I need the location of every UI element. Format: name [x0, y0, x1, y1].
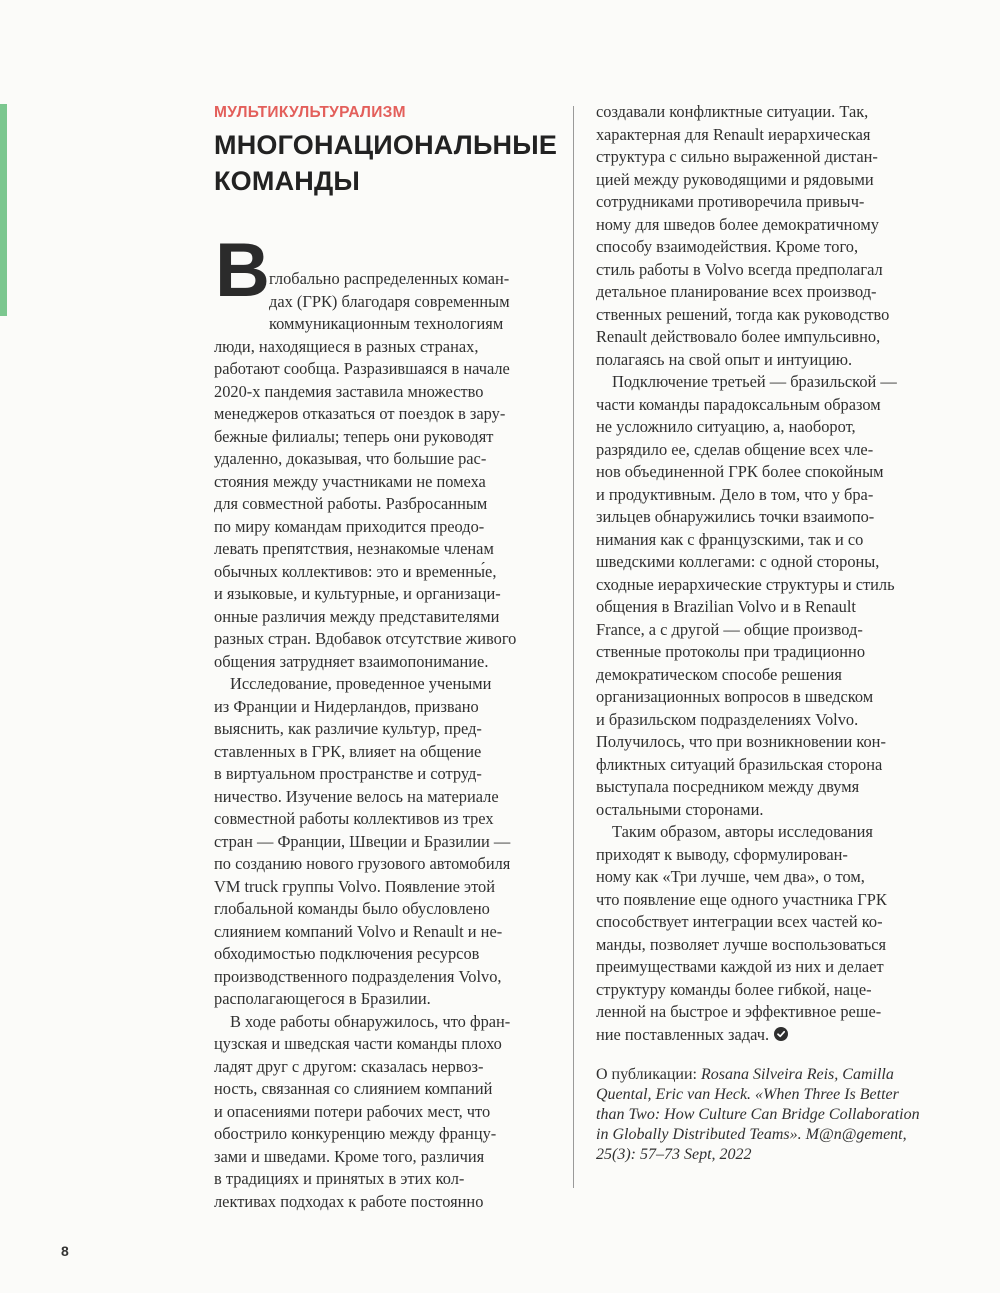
text-line	[596, 529, 946, 552]
text-line	[596, 596, 946, 619]
text-line-content: France, а с другой — общие производ-	[596, 619, 863, 639]
text-line	[214, 606, 564, 629]
text-line-content: бежные филиалы; теперь они руководят	[214, 426, 494, 446]
text-line-content: ственные протоколы при традиционно	[596, 642, 866, 661]
text-line	[596, 259, 946, 282]
text-line	[214, 493, 564, 516]
text-line	[596, 934, 946, 957]
text-line	[596, 821, 946, 844]
headline-line: МНОГОНАЦИОНАЛЬНЫЕ	[214, 130, 558, 160]
text-line	[214, 538, 564, 561]
text-line-content: ленной на быстрое и эффективное реше-	[596, 1002, 882, 1021]
text-line	[214, 291, 564, 314]
text-line	[214, 583, 564, 606]
text-line-content: слиянием компаний Volvo и Renault и не-	[214, 921, 503, 941]
text-line	[214, 921, 564, 944]
text-line-content: нимания как с французскими, так и со	[596, 529, 864, 549]
text-line-content: разрядило ее, сделав общение всех чле-	[596, 439, 874, 459]
text-line-content: Исследование, проведенное учеными	[230, 674, 492, 693]
text-line-content: обострило конкуренцию между францу-	[214, 1124, 497, 1143]
text-line	[596, 574, 946, 597]
publication-citation	[596, 1065, 946, 1165]
text-line-content: и языковые, и культурные, и организаци-	[214, 584, 501, 603]
text-line-content: глобальной команды было обусловлено	[214, 899, 490, 918]
text-line	[596, 236, 946, 259]
text-line-content: зами и шведами. Кроме того, различия	[214, 1146, 485, 1166]
text-line	[214, 898, 564, 921]
text-line-content: ному как «Три лучше, чем два», о том,	[596, 867, 865, 886]
text-line-content: цузская и шведская части команды плохо	[214, 1034, 502, 1053]
citation-line	[596, 1085, 946, 1105]
text-line	[214, 426, 564, 449]
text-line-content: располагающегося в Бразилии.	[214, 989, 431, 1008]
text-line-content: по созданию нового грузового автомобиля	[214, 854, 511, 873]
text-line	[214, 786, 564, 809]
text-line	[214, 516, 564, 539]
text-line	[596, 394, 946, 417]
text-line-content: стиль работы в Volvo всегда предполагал	[596, 259, 883, 279]
text-line	[596, 1001, 946, 1024]
text-line	[596, 686, 946, 709]
text-line-content: совместной работы коллективов из трех	[214, 809, 494, 828]
text-line	[214, 831, 564, 854]
text-line-content: стояния между участниками не помеха	[214, 471, 486, 491]
text-line	[214, 696, 564, 719]
text-line-content: В ходе работы обнаружилось, что фран-	[230, 1011, 511, 1031]
text-line	[214, 853, 564, 876]
text-line-content: из Франции и Нидерландов, призвано	[214, 696, 479, 716]
text-line-content: и продуктивным. Дело в том, что у бра-	[596, 484, 874, 504]
text-line-content: детальное планирование всех производ-	[596, 282, 877, 301]
text-line-content: нов объединенной ГРК более спокойным	[596, 462, 884, 481]
text-line-content: приходят к выводу, сформулирован-	[596, 844, 848, 864]
text-line	[596, 101, 946, 124]
text-line	[596, 799, 946, 822]
text-line-content: и опасениями потери рабочих мест, что	[214, 1101, 491, 1121]
text-line-content: сходные иерархические структуры и стиль	[596, 574, 895, 594]
text-line-content: ному для шведов более демократичному	[596, 214, 879, 234]
text-line-content: ственных решений, тогда как руководство	[596, 304, 890, 324]
text-line-content: разных стран. Вдобавок отсутствие живого	[214, 629, 517, 648]
text-line-content: зильцев обнаружились точки взаимопо-	[596, 507, 875, 526]
text-line-content: ничество. Изучение велось на материале	[214, 786, 499, 806]
text-line-content: дах (ГРК) благодаря современным	[269, 291, 510, 311]
text-line-content: полагаясь на свой опыт и интуицию.	[596, 349, 853, 369]
text-line-content: Подключение третьей — бразильской —	[612, 372, 897, 391]
citation-line	[596, 1105, 946, 1125]
text-line-content: общения в Brazilian Volvo и в Renault	[596, 597, 856, 616]
text-line	[596, 281, 946, 304]
text-line	[214, 1078, 564, 1101]
left-column-body	[214, 268, 564, 1213]
text-line	[596, 979, 946, 1002]
text-line	[596, 461, 946, 484]
text-line-content: шведскими коллегами: с одной стороны,	[596, 552, 880, 571]
text-line	[596, 371, 946, 394]
text-line	[214, 943, 564, 966]
text-line-content: организационных вопросов в шведском	[596, 687, 874, 706]
text-line	[596, 146, 946, 169]
text-line-content: и бразильском подразделениях Volvo.	[596, 709, 859, 729]
text-line	[214, 313, 564, 336]
text-line	[596, 911, 946, 934]
text-line	[214, 651, 564, 674]
text-line	[214, 1168, 564, 1191]
text-line-content: способствует интеграции всех частей ко-	[596, 912, 883, 931]
text-line-content: в традициях и принятых в этих кол-	[214, 1169, 465, 1188]
column-divider	[573, 106, 574, 1188]
text-line-content: общения затрудняет взаимопонимание.	[214, 651, 489, 671]
page-number: 8	[61, 1243, 69, 1259]
text-line	[214, 1033, 564, 1056]
text-line	[214, 718, 564, 741]
text-line-content: левать препятствия, незнакомые членам	[214, 539, 494, 558]
text-line-content: коммуникационным технологиям	[269, 314, 504, 333]
text-line-content: ность, связанная со слиянием компаний	[214, 1079, 493, 1098]
text-line-content: ставленных в ГРК, влияет на общение	[214, 741, 482, 761]
text-line-content: по миру командам приходится преодо-	[214, 516, 485, 536]
text-line-content: стран — Франции, Швеции и Бразилии —	[214, 831, 511, 851]
text-line-content: цией между руководящими и рядовыми	[596, 169, 874, 189]
text-line	[214, 1123, 564, 1146]
text-line	[596, 889, 946, 912]
citation-label: О публикации:	[596, 1066, 701, 1083]
text-line-content: не усложнило ситуацию, а, наоборот,	[596, 417, 856, 436]
text-line	[596, 506, 946, 529]
text-line	[214, 561, 564, 584]
text-line	[596, 776, 946, 799]
text-line-content: ние поставленных задач.	[596, 1024, 770, 1044]
text-line	[596, 619, 946, 642]
text-line-content: в виртуальном пространстве и сотруд-	[214, 764, 482, 783]
text-line	[214, 988, 564, 1011]
citation-text: Quental, Eric van Heck. «When Three Is Better	[596, 1086, 899, 1103]
text-line-content: остальными сторонами.	[596, 799, 764, 819]
citation-text: in Globally Distributed Teams». M@n@gement,	[596, 1126, 907, 1143]
text-line	[596, 191, 946, 214]
text-line	[596, 754, 946, 777]
text-line	[596, 169, 946, 192]
text-line-content: для совместной работы. Разбросанным	[214, 494, 488, 513]
citation-line	[596, 1145, 946, 1165]
text-line	[596, 304, 946, 327]
text-line-content: лективах подходах к работе постоянно	[214, 1191, 484, 1211]
text-line-content: Получилось, что при возникновении кон-	[596, 732, 886, 751]
text-line-content: выяснить, как различие культур, пред-	[214, 719, 482, 738]
text-line	[596, 551, 946, 574]
text-line-content: выступала посредником между двумя	[596, 777, 860, 796]
text-line	[214, 1191, 564, 1214]
text-line	[214, 448, 564, 471]
text-line	[214, 966, 564, 989]
text-line	[596, 439, 946, 462]
text-line	[596, 214, 946, 237]
text-line	[214, 876, 564, 899]
text-line	[214, 1101, 564, 1124]
text-line	[596, 731, 946, 754]
text-line-content: работают сообща. Разразившаяся в начале	[214, 359, 510, 378]
right-column-body	[596, 101, 946, 1046]
text-line	[596, 844, 946, 867]
text-line-content: Renault действовало более импульсивно,	[596, 327, 881, 346]
text-line-content: характерная для Renault иерархическая	[596, 124, 871, 144]
text-line	[214, 673, 564, 696]
text-line	[214, 1011, 564, 1034]
text-line-content: VM truck группы Volvo. Появление этой	[214, 876, 495, 896]
text-line-content: структуру команды более гибкой, наце-	[596, 979, 872, 999]
text-line	[214, 268, 564, 291]
text-line-content: манды, позволяет лучше воспользоваться	[596, 934, 887, 954]
text-line	[596, 956, 946, 979]
text-line	[596, 1024, 946, 1047]
text-line	[214, 1146, 564, 1169]
text-line-content: сотрудниками противоречила привыч-	[596, 192, 865, 211]
text-line	[214, 381, 564, 404]
text-line	[596, 484, 946, 507]
text-line	[214, 471, 564, 494]
citation-line	[596, 1065, 946, 1085]
text-line-content: фликтных ситуаций бразильская сторона	[596, 754, 883, 774]
section-color-bar	[0, 104, 7, 316]
text-line	[214, 741, 564, 764]
article-headline	[214, 127, 564, 211]
text-line	[214, 403, 564, 426]
text-line-content: способу взаимодействия. Кроме того,	[596, 237, 859, 256]
citation-text: 25(3): 57–73 Sept, 2022	[596, 1146, 752, 1163]
text-line-content: удаленно, доказывая, что большие рас-	[214, 449, 487, 468]
citation-line	[596, 1125, 946, 1145]
text-line-content: ладят друг с другом: сказалась нервоз-	[214, 1056, 484, 1076]
text-line-content: онные различия между представителями	[214, 606, 500, 626]
text-line-content: обычных коллективов: это и временны́е,	[214, 561, 497, 581]
text-line-content: структура с сильно выраженной дистан-	[596, 147, 878, 166]
text-line	[596, 416, 946, 439]
text-line-content: преимуществами каждой из них и делает	[596, 957, 884, 976]
right-column	[596, 101, 946, 1165]
text-line-content: создавали конфликтные ситуации. Так,	[596, 102, 869, 121]
text-line	[596, 326, 946, 349]
text-line	[596, 124, 946, 147]
text-line-content: глобально распределенных коман-	[269, 269, 510, 288]
text-line-content: части команды парадоксальным образом	[596, 394, 881, 414]
text-line-content: 2020-х пандемия заставила множество	[214, 381, 484, 401]
text-line-content: демократическом способе решения	[596, 664, 842, 684]
headline-line: КОМАНДЫ	[214, 166, 361, 196]
end-mark-check-icon	[774, 1027, 788, 1041]
text-line-content: люди, находящиеся в разных странах,	[214, 336, 479, 356]
drop-cap: В	[215, 228, 270, 313]
text-line-content: производственного подразделения Volvo,	[214, 966, 502, 986]
text-line	[596, 664, 946, 687]
text-line	[596, 866, 946, 889]
text-line	[214, 358, 564, 381]
text-line-content: обходимостью подключения ресурсов	[214, 944, 480, 963]
text-line	[596, 641, 946, 664]
text-line	[214, 763, 564, 786]
section-rubric: МУЛЬТИКУЛЬТУРАЛИЗМ	[214, 104, 406, 121]
text-line-content: менеджеров отказаться от поездок в зару-	[214, 404, 506, 423]
citation-text: Rosana Silveira Reis, Camilla	[700, 1066, 894, 1083]
text-line	[214, 808, 564, 831]
text-line	[214, 336, 564, 359]
text-line	[596, 349, 946, 372]
text-line-content: что появление еще одного участника ГРК	[596, 889, 887, 909]
citation-text: than Two: How Culture Can Bridge Collaboration	[596, 1106, 920, 1123]
text-line-content: Таким образом, авторы исследования	[612, 822, 873, 841]
text-line	[214, 1056, 564, 1079]
left-column	[214, 103, 564, 1213]
text-line	[596, 709, 946, 732]
text-line	[214, 628, 564, 651]
